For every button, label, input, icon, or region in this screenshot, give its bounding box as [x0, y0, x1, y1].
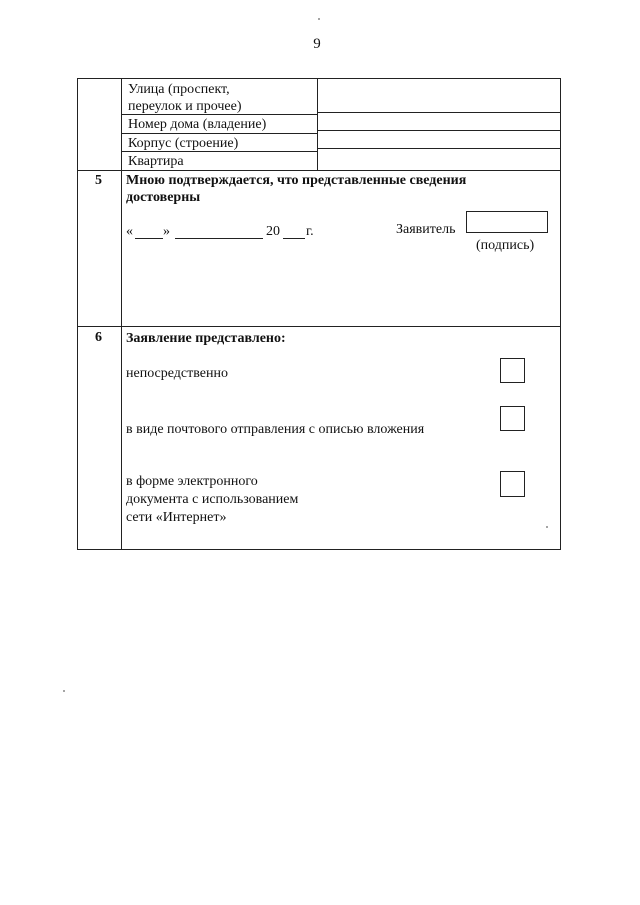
date-close-quote: »: [163, 224, 170, 239]
table-border-left: [77, 78, 78, 550]
option-electronic-label-line-1: в форме электронного: [126, 474, 258, 489]
address-row-divider-2: [121, 133, 317, 134]
application-form-table: [77, 78, 561, 550]
apartment-label: Квартира: [128, 154, 184, 169]
option-direct-label: непосредственно: [126, 366, 228, 381]
date-year-blank[interactable]: [283, 238, 305, 239]
section-6-top-border: [77, 326, 561, 327]
signature-box[interactable]: [466, 211, 548, 233]
page-number: 9: [313, 36, 321, 52]
address-value-divider-2: [317, 130, 561, 131]
section-5-top-border: [77, 170, 561, 171]
option-direct-checkbox[interactable]: [500, 358, 525, 383]
street-label-line-2: переулок и прочее): [128, 99, 242, 114]
address-value-column-divider: [317, 78, 318, 170]
applicant-label: Заявитель: [396, 222, 456, 237]
confirmation-heading-line-1: Мною подтверждается, что представленные сведения: [126, 173, 467, 188]
section-5-number: 5: [95, 173, 102, 188]
date-day-blank[interactable]: [135, 238, 163, 239]
signature-caption: (подпись): [476, 238, 535, 253]
option-mail-label: в виде почтового отправления с описью вложения: [126, 422, 425, 437]
scan-speck: [63, 690, 65, 692]
date-month-blank[interactable]: [175, 238, 263, 239]
scan-speck: [318, 18, 320, 20]
street-label-line-1: Улица (проспект,: [128, 82, 230, 97]
option-electronic-label-line-2: документа с использованием: [126, 492, 299, 507]
table-border-bottom: [77, 549, 561, 550]
option-electronic-checkbox[interactable]: [500, 471, 525, 497]
address-value-divider-3: [317, 148, 561, 149]
submission-method-heading: Заявление представлено:: [126, 331, 286, 346]
section-6-number: 6: [95, 330, 102, 345]
building-label: Корпус (строение): [128, 136, 239, 151]
confirmation-heading-line-2: достоверны: [126, 190, 201, 205]
scan-speck: [546, 526, 548, 528]
address-value-divider-1: [317, 112, 561, 113]
date-open-quote: «: [126, 224, 133, 239]
house-number-label: Номер дома (владение): [128, 117, 267, 132]
option-electronic-label-line-3: сети «Интернет»: [126, 510, 227, 525]
option-mail-checkbox[interactable]: [500, 406, 525, 431]
date-year-suffix: г.: [306, 224, 314, 239]
date-year-prefix: 20: [266, 224, 280, 239]
table-border-top: [77, 78, 561, 79]
number-column-divider: [121, 78, 122, 550]
